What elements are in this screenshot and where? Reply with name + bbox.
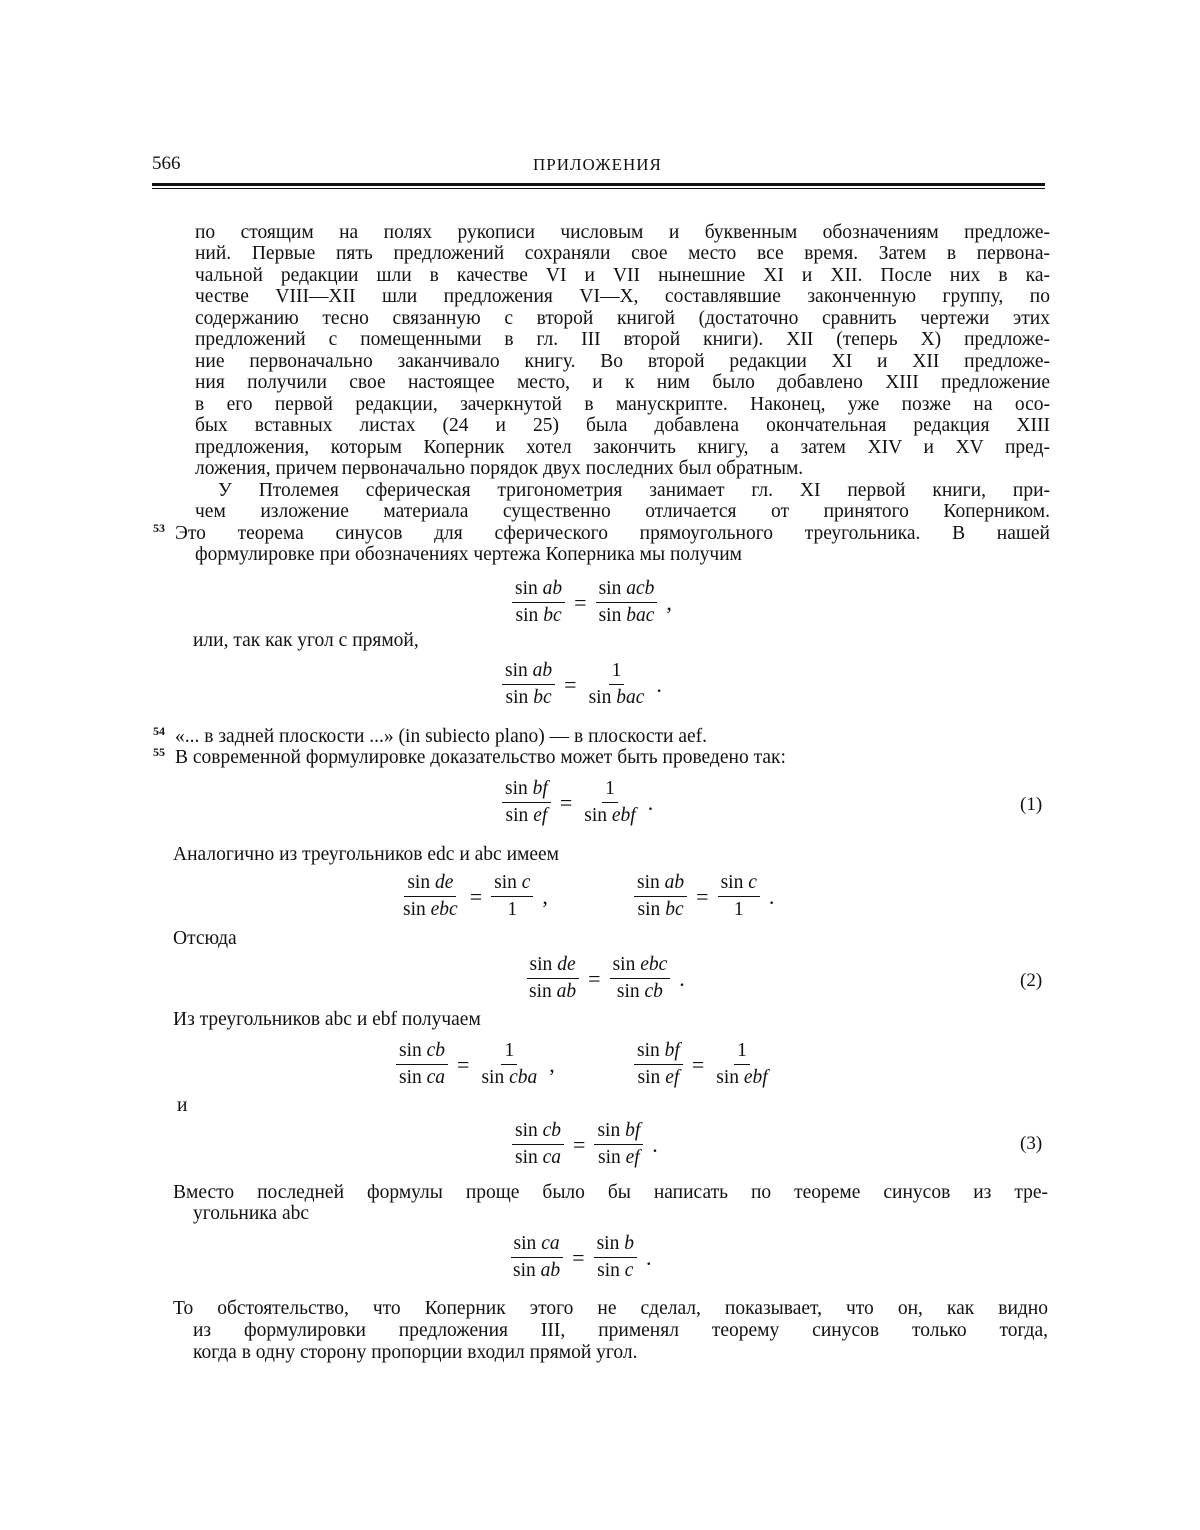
text-line: ний. Первые пять предложений сохраняли свое место все время. Затем в первона- [195,243,1050,265]
denominator: sin ebf [581,803,638,827]
numerator: sin bf [634,1040,683,1065]
formula [498,778,658,827]
denominator: sin ab [510,1258,563,1282]
text-line: предложения, которым Коперник хотел закончить книгу, а затем XIV и XV пред- [195,437,1050,459]
header-rule-thin [152,188,1045,189]
text-line: чальной редакции шли в качестве VI и VII нынешние XI и XII. После них в ка- [195,265,1050,287]
numerator: sin cb [396,1040,448,1065]
fraction [396,1040,448,1089]
punctuation: . [648,790,654,816]
book-page [0,0,1200,1530]
denominator: sin ef [503,803,551,827]
numerator: sin ebc [610,954,671,979]
text-line: в его первой редакции, зачеркнутой в манускрипте. Наконец, уже позже на осо- [195,394,1050,416]
fraction [610,954,671,1003]
denominator: 1 [504,897,520,921]
fraction [502,778,551,827]
text-line: содержанию тесно связанную с второй книгой (достаточно сравнить чертежи этих [195,308,1050,330]
formula [522,954,690,1003]
text-line: Это теорема синусов для сферического прямоугольного треугольника. В нашей [175,523,1050,545]
running-title: ПРИЛОЖЕНИЯ [533,155,662,175]
punctuation: . [769,884,775,910]
fraction [512,1120,564,1169]
numerator: sin bf [594,1120,643,1145]
denominator: sin ebf [713,1065,770,1089]
text-line: по стоящим на полях рукописи числовым и буквенным обозначениям предложе- [195,222,1050,244]
punctuation: . [679,966,685,992]
text-line: Вместо последней формулы проще было бы написать по теореме синусов из тре- [173,1182,1048,1204]
denominator: sin ca [396,1065,448,1089]
formula [498,660,667,709]
fraction [634,872,687,921]
fraction [491,872,533,921]
equation-number: (1) [1020,794,1042,816]
equals-sign: = [572,1245,584,1271]
text-line: или, так как угол c прямой, [193,630,419,652]
numerator: sin de [404,872,456,897]
text-line: Отсюда [173,928,237,950]
numerator: sin b [594,1233,637,1258]
text-line: ложения, причем первоначально порядок двух последних был обратным. [195,458,803,480]
equals-sign: = [560,790,572,816]
fraction [512,578,565,627]
denominator: 1 [731,897,747,921]
equation-number: (3) [1020,1133,1042,1155]
formula [392,1040,560,1089]
punctuation: , [542,884,548,910]
page-number: 566 [152,153,181,175]
formula [508,1120,663,1169]
formula [506,1233,656,1282]
numerator: sin c [491,872,533,897]
numerator: 1 [602,778,618,803]
equals-sign: = [574,590,586,616]
punctuation: . [656,672,662,698]
text-line: предложений с помещенными в гл. III второй книги). XII (теперь X) предложе- [195,329,1050,351]
numerator: sin de [527,954,579,979]
punctuation: . [646,1245,652,1271]
numerator: sin c [718,872,760,897]
fraction [502,660,555,709]
text-line: и [177,1095,187,1117]
text-line: Из треугольников abc и ebf получаем [173,1009,481,1031]
numerator: sin acb [596,578,658,603]
numerator: sin ab [512,578,565,603]
header-rule [152,183,1045,186]
text-line: В современной формулировке доказательство может быть проведено так: [175,747,786,769]
text-line: ния получили свое настоящее место, и к ним было добавлено XIII предложение [195,372,1050,394]
fraction [586,660,648,709]
equals-sign: = [696,884,708,910]
numerator: sin ca [511,1233,563,1258]
numerator: sin bf [502,778,551,803]
numerator: sin ab [634,872,687,897]
punctuation: , [666,590,672,616]
denominator: sin ef [635,1065,683,1089]
denominator: sin ab [526,979,579,1003]
equation-number: (2) [1020,970,1042,992]
fraction [596,578,658,627]
numerator: 1 [501,1040,517,1065]
text-line: бых вставных листах (24 и 25) была добавлена окончательная редакция XIII [195,415,1050,437]
equals-sign: = [573,1132,585,1158]
fraction [713,1040,770,1089]
equals-sign: = [457,1052,469,1078]
numerator: sin cb [512,1120,564,1145]
fraction [634,1040,683,1089]
denominator: sin cba [478,1065,540,1089]
footnote-number: 55 [153,745,165,760]
footnote-number: 53 [153,521,165,536]
text-line: чем изложение материала существенно отличается от принятого Коперником. [195,501,1050,523]
denominator: sin c [594,1258,636,1282]
fraction [478,1040,540,1089]
denominator: sin bac [586,685,648,709]
equals-sign: = [692,1052,704,1078]
denominator: sin bc [503,685,555,709]
formula [508,578,677,627]
denominator: sin bac [596,603,658,627]
punctuation: , [549,1052,555,1078]
fraction [594,1233,637,1282]
text-line: формулировке при обозначениях чертежа Коперника мы получим [195,544,742,566]
equals-sign: = [470,884,482,910]
text-line: «... в задней плоскости ...» (in subiecto plano) — в плоскости aef. [175,726,707,748]
text-line: У Птолемея сферическая тригонометрия занимает гл. XI первой книги, при- [218,480,1050,502]
denominator: sin ef [595,1145,643,1169]
formula [396,872,553,921]
text-line: То обстоятельство, что Коперник этого не сделал, показывает, что он, как видно [173,1298,1048,1320]
fraction [400,872,461,921]
denominator: sin bc [635,897,687,921]
numerator: 1 [734,1040,750,1065]
numerator: 1 [609,660,625,685]
text-line: когда в одну сторону пропорции входил прямой угол. [193,1342,638,1364]
formula [630,872,779,921]
denominator: sin bc [513,603,565,627]
text-line: Аналогично из треугольников edc и abc имеем [173,844,559,866]
denominator: sin ca [512,1145,564,1169]
text-line: ние первоначально заканчивало книгу. Во второй редакции XI и XII предложе- [195,351,1050,373]
text-line: честве VIII—XII шли предложения VI—X, составлявшие законченную группу, по [195,286,1050,308]
fraction [718,872,760,921]
footnote-number: 54 [153,724,165,739]
fraction [594,1120,643,1169]
text-line: из формулировки предложения III, применял теорему синусов только тогда, [193,1320,1048,1342]
fraction [526,954,579,1003]
fraction [510,1233,563,1282]
equals-sign: = [588,966,600,992]
numerator: sin ab [502,660,555,685]
formula [630,1040,775,1089]
denominator: sin ebc [400,897,461,921]
equals-sign: = [564,672,576,698]
fraction [581,778,638,827]
punctuation: . [652,1132,658,1158]
text-line: угольника abc [193,1203,309,1225]
denominator: sin cb [614,979,666,1003]
